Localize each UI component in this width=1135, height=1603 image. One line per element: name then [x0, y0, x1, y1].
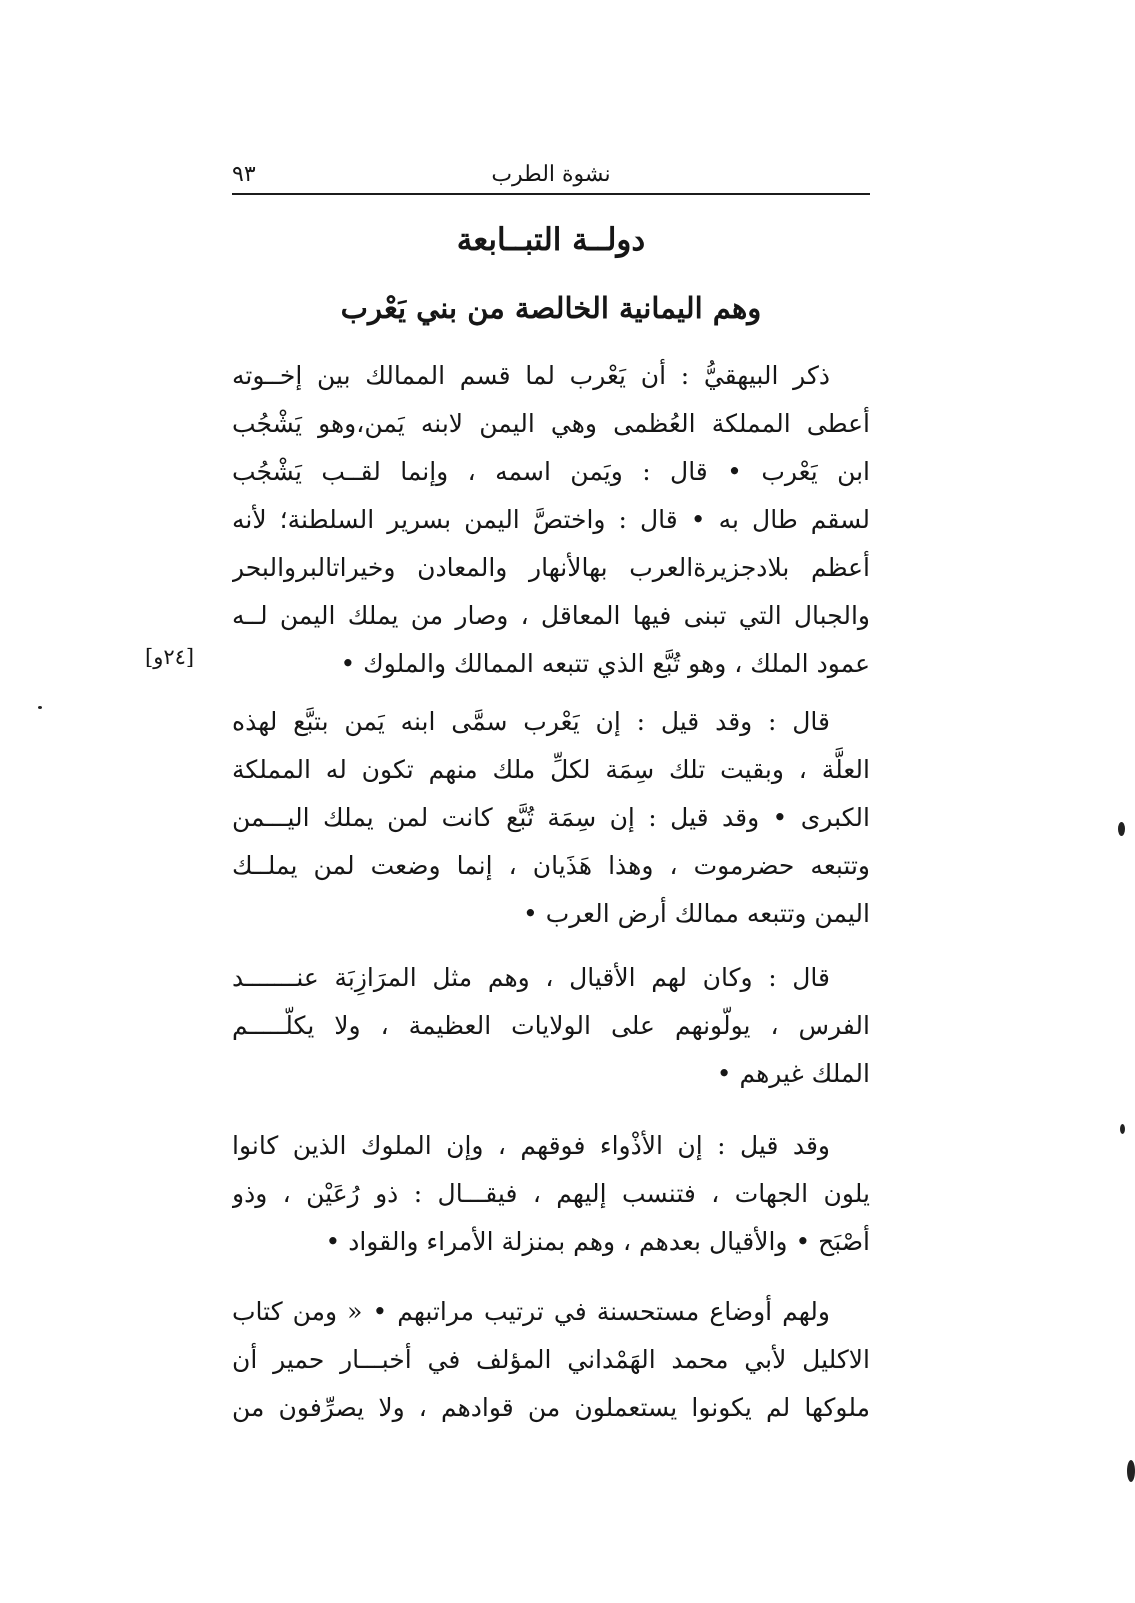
text-line: لسقم طال به • قال : واختصَّ اليمن بسرير السلطنة؛ لأنه: [232, 505, 870, 534]
text-line: العلَّة ، وبقيت تلك سِمَة لكلِّ ملك منهم تكون له المملكة: [232, 755, 870, 784]
text-line: الفرس ، يولّونهم على الولايات العظيمة ، ولا يكلّـــــم: [232, 1011, 870, 1040]
text-line: عمود الملك ، وهو تُبَّع الذي تتبعه الممالك والملوك •: [340, 649, 870, 678]
text-line: والجبال التي تبنى فيها المعاقل ، وصار من يملك اليمن لــه: [232, 601, 870, 630]
text-line: قال : وقد قيل : إن يَعْرب سمَّى ابنه يَمن بتبَّع لهذه: [232, 707, 830, 736]
text-line: قال : وكان لهم الأقيال ، وهم مثل المرَازِبَة عنـــــــد: [232, 963, 830, 992]
text-line: ملوكها لم يكونوا يستعملون من قوادهم ، ولا يصرِّفون من: [232, 1393, 870, 1422]
scan-speck: [1118, 822, 1125, 836]
text-line: الكبرى • وقد قيل : إن سِمَة تُبَّع كانت لمن يملك اليـــمن: [232, 803, 870, 832]
chapter-title: دولــة التبــابعة: [456, 222, 646, 258]
scan-speck: [38, 706, 42, 709]
text-line: ولهم أوضاع مستحسنة في ترتيب مراتبهم • « ومن كتاب: [232, 1297, 830, 1326]
paragraph-4: [232, 1122, 870, 1266]
running-head: [232, 158, 870, 192]
header-rule: [232, 193, 870, 195]
running-head-title: نشوة الطرب: [491, 162, 611, 187]
paragraph-3: [232, 954, 870, 1098]
text-line: الاكليل لأبي محمد الهَمْداني المؤلف في أخبـــار حمير أن: [232, 1345, 870, 1374]
text-line: أعطى المملكة العُظمى وهي اليمن لابنه يَمن،وهو يَشْجُب: [232, 409, 870, 438]
chapter-subtitle: وهم اليمانية الخالصة من بني يَعْرب: [340, 291, 762, 325]
text-line: وتتبعه حضرموت ، وهذا هَذَيان ، إنما وضعت لمن يملــك: [232, 851, 870, 880]
text-line: الملك غيرهم •: [716, 1059, 870, 1088]
text-line: أصْبَح • والأقيال بعدهم ، وهم بمنزلة الأمراء والقواد •: [325, 1227, 870, 1256]
paragraph-2: [232, 698, 870, 938]
text-line: وقد قيل : إن الأذْواء فوقهم ، وإن الملوك الذين كانوا: [232, 1131, 830, 1160]
page-number: ٩٣: [232, 162, 256, 187]
scan-speck: [1127, 1460, 1135, 1482]
text-line: ابن يَعْرب • قال : ويَمن اسمه ، وإنما لقــب يَشْجُب: [232, 457, 870, 486]
text-line: ذكر البيهقيُّ : أن يَعْرب لما قسم الممالك بين إخــوته: [232, 361, 830, 390]
scan-speck: [1120, 1124, 1125, 1134]
text-line: أعظم بلادجزيرةالعرب بهالأنهار والمعادن وخيراتالبروالبحر: [232, 553, 870, 582]
text-line: اليمن وتتبعه ممالك أرض العرب •: [523, 899, 870, 928]
paragraph-1: [232, 352, 870, 688]
text-line: يلون الجهات ، فتنسب إليهم ، فيقـــال : ذو رُعَيْن ، وذو: [232, 1179, 870, 1208]
margin-folio-note: [٢٤و]: [145, 645, 195, 669]
paragraph-5: [232, 1288, 870, 1432]
